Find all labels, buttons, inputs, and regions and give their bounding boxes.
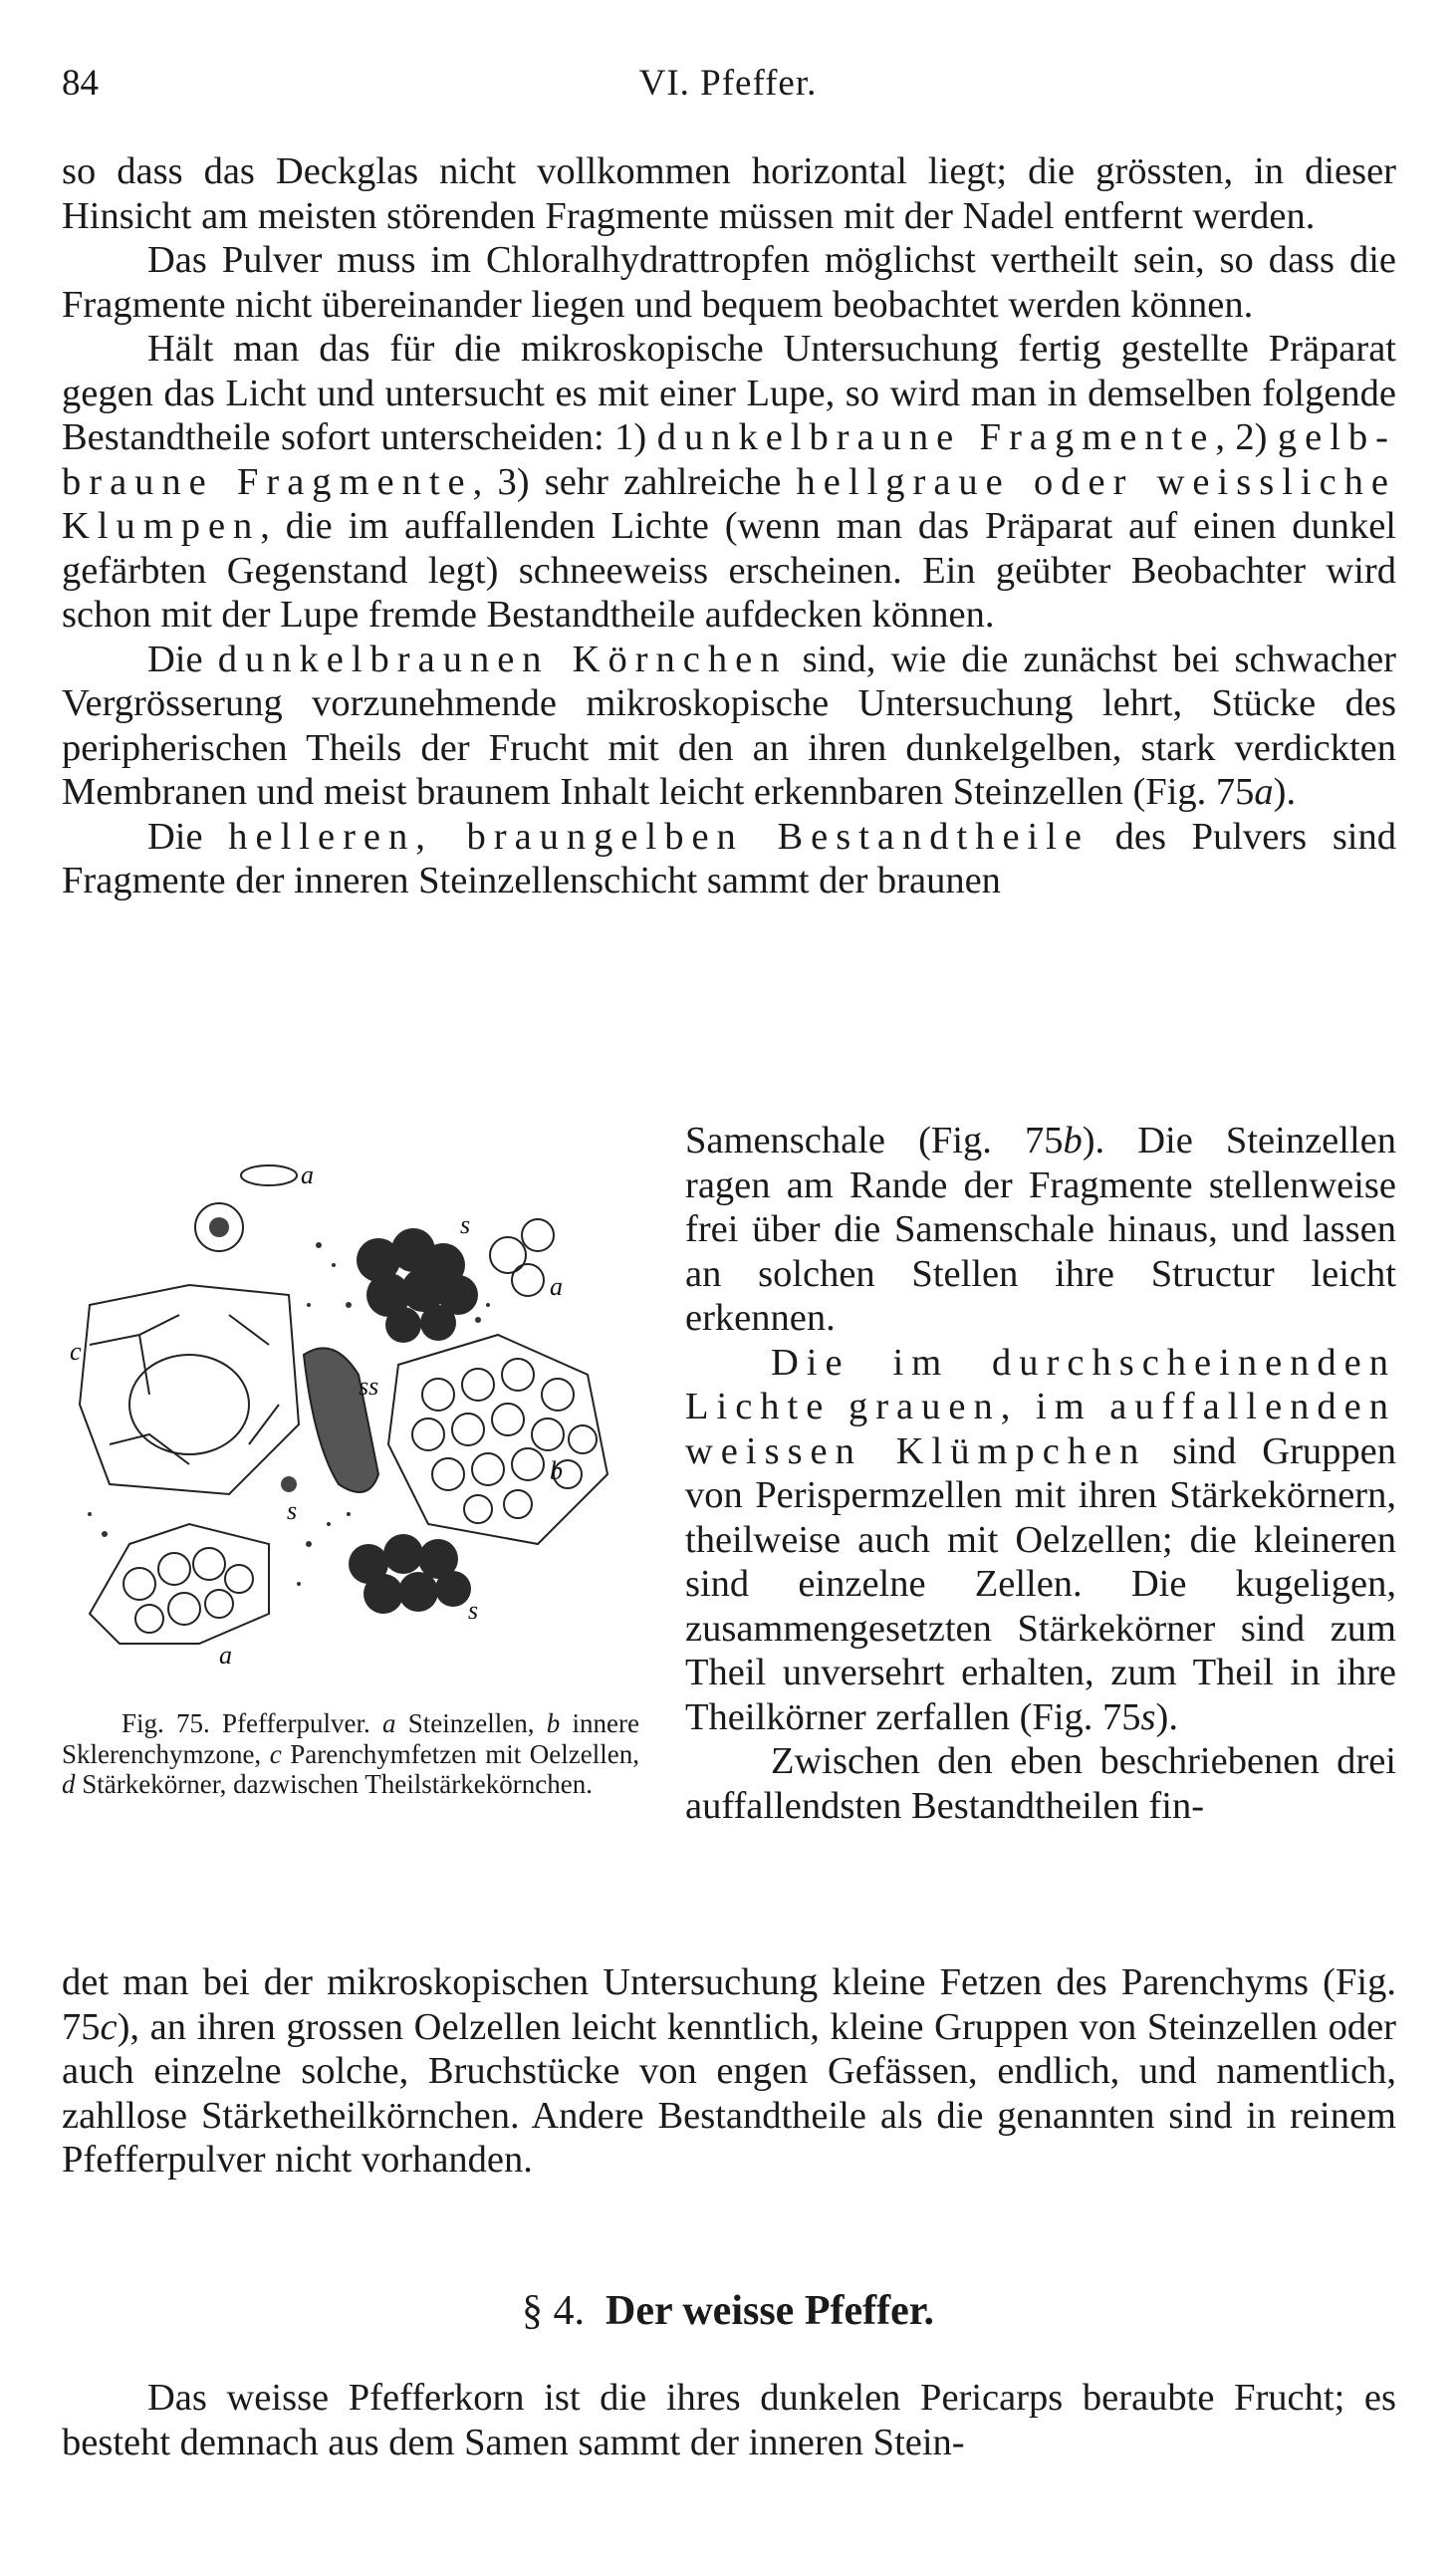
emphasis-dark-grains: dunkelbraunen Körnchen bbox=[217, 638, 788, 680]
figure-label-a-top: a bbox=[301, 1160, 314, 1189]
page-number: 84 bbox=[62, 63, 99, 104]
figure-label-ss: ss bbox=[359, 1372, 379, 1401]
body-text-top bbox=[62, 149, 1396, 903]
paragraph-5 bbox=[62, 815, 1396, 903]
text-run: , 2) bbox=[1215, 416, 1278, 458]
paragraph-5-continued bbox=[685, 1119, 1396, 1341]
text-run: , 3) sehr zahlreiche bbox=[472, 460, 797, 503]
figure-caption bbox=[62, 1708, 639, 1800]
caption-key: b bbox=[546, 1708, 561, 1738]
text-run: Samenschale (Fig. 75 bbox=[685, 1120, 1064, 1161]
text-run: ), an ihren grossen Oelzellen leicht kenntlich, kleine Gruppen von Steinzellen oder auch einzelne solche, Bruchstücke von engen Gefässen, endlich, und namentlich, zahllose Stärketheilkörnchen. Andere Bestandtheile als die genannten sind in reinem Pfefferpulver nicht vorhanden. bbox=[62, 2005, 1396, 2181]
figure-label-a-right: a bbox=[550, 1272, 563, 1301]
figure-label-s-mid: s bbox=[287, 1496, 298, 1525]
text-run: sind Gruppen von Perispermzellen mit ihren Stärkekörnern, theilweise auch mit Oelzellen; die kleineren sind einzelne Zellen. Die kugeligen, zusammengesetzten Stärkekörner sind zum Theil unversehrt erhalten, zum Theil in ihre Theilkörner zerfallen (Fig. 75 bbox=[685, 1429, 1396, 1738]
section-symbol: § 4. bbox=[521, 2288, 585, 2334]
emphasis-grey-lumps: hellgraue oder weissliche Klumpen bbox=[62, 460, 1396, 547]
caption-key: d bbox=[62, 1769, 76, 1799]
figure-label-c: c bbox=[70, 1337, 82, 1366]
paragraph-8: Das weisse Pfefferkorn ist die ihres dunkelen Pericarps beraubte Frucht; es besteht demnach aus dem Samen sammt der inneren Stein- bbox=[62, 2377, 1396, 2463]
caption-run: Steinzellen, bbox=[395, 1708, 547, 1738]
paragraph-4 bbox=[62, 638, 1396, 815]
caption-key: a bbox=[382, 1708, 396, 1738]
paragraph-7-start: Zwischen den eben beschriebenen drei auffallendsten Bestandtheilen fin- bbox=[685, 1740, 1396, 1827]
paragraph-6 bbox=[685, 1341, 1396, 1740]
paragraph-3 bbox=[62, 327, 1396, 638]
running-title: VI. Pfeffer. bbox=[638, 63, 818, 104]
emphasis-light-parts: helleren, braungelben Bestandtheile bbox=[228, 815, 1091, 858]
fig-ref-s: s bbox=[1140, 1695, 1156, 1738]
figure-75-illustration bbox=[70, 1146, 627, 1664]
figure-label-s-bottom: s bbox=[468, 1596, 479, 1625]
fig-ref-a: a bbox=[1254, 771, 1274, 813]
body-text-closing bbox=[62, 2376, 1396, 2464]
caption-run: Fig. 75. Pfefferpulver. bbox=[121, 1708, 383, 1738]
emphasis-yellow-fragments: gelb-braune Fragmente bbox=[62, 416, 1396, 503]
text-run: Hält man das für die mikroskopische Untersuchung fertig gestellte Präparat gegen das Licht und untersucht es mit einer Lupe, so wird man in demselben folgende Bestandtheile sofort unterscheiden: 1) bbox=[62, 328, 1396, 458]
caption-run: Stärkekörner, dazwischen Theilstärkekörnchen. bbox=[75, 1769, 593, 1799]
text-run: ). bbox=[1155, 1695, 1178, 1738]
emphasis-dark-fragments: dunkelbraune Fragmente bbox=[656, 416, 1216, 458]
text-run: , die im auffallenden Lichte (wenn man das Präparat auf einen dunkel gefärbten Gegenstand legt) schneeweiss erscheinen. Ein geübter Beobachter wird schon mit der Lupe fremde Bestandtheile aufdecken können. bbox=[62, 505, 1396, 636]
fig-ref-b: b bbox=[1063, 1120, 1083, 1161]
paragraph-2: Das Pulver muss im Chloralhydrattropfen möglichst vertheilt sein, so dass die Fragmente nicht übereinander liegen und bequem beobachtet werden können. bbox=[62, 239, 1396, 326]
text-run: Die bbox=[147, 815, 229, 858]
body-text-bottom bbox=[62, 1960, 1396, 2183]
text-run: ). Die Steinzellen ragen am Rande der Fragmente stellenweise frei über die Samenschale hinaus, und lassen an solchen Stellen ihre Structur leicht erkennen. bbox=[685, 1120, 1396, 1339]
figure-label-a-bottom: a bbox=[219, 1641, 232, 1664]
text-run: sind, wie die zunächst bei schwacher Vergrösserung vorzunehmende mikroskopische Untersuchung lehrt, Stücke des peripherischen Theils der Frucht mit den an ihren dunkelgelben, stark verdickten Membranen und meist braunem Inhalt leicht erkennbaren Steinzellen (Fig. 75 bbox=[62, 638, 1396, 813]
paragraph-1: so dass das Deckglas nicht vollkommen horizontal liegt; die grössten, in dieser Hinsicht am meisten störenden Fragmente müssen mit der Nadel entfernt werden. bbox=[62, 150, 1396, 237]
text-run: Die bbox=[147, 638, 218, 680]
text-run: ). bbox=[1273, 771, 1297, 813]
text-run: det man bei der mikroskopischen Untersuchung kleine Fetzen des Parenchyms (Fig. 75 bbox=[62, 1961, 1396, 2048]
caption-run: innere Sklerenchymzone, bbox=[62, 1708, 639, 1769]
fig-ref-c: c bbox=[100, 2005, 118, 2048]
caption-run: Parenchymfetzen mit Oelzellen, bbox=[281, 1738, 639, 1769]
section-title: Der weisse Pfeffer. bbox=[605, 2288, 934, 2334]
caption-key: c bbox=[269, 1738, 282, 1769]
paragraph-7-continued bbox=[62, 1960, 1396, 2183]
figure-label-b: b bbox=[550, 1456, 563, 1485]
text-run: des Pulvers sind Fragmente der inneren Steinzellenschicht sammt der braunen bbox=[62, 815, 1396, 902]
body-text-right-column bbox=[685, 1119, 1396, 1828]
emphasis-grey-clumps: Die im durchscheinenden Lichte grauen, im auffallenden weissen Klümpchen bbox=[685, 1341, 1396, 1472]
figure-label-s-top: s bbox=[460, 1210, 471, 1239]
section-heading bbox=[0, 2287, 1456, 2335]
